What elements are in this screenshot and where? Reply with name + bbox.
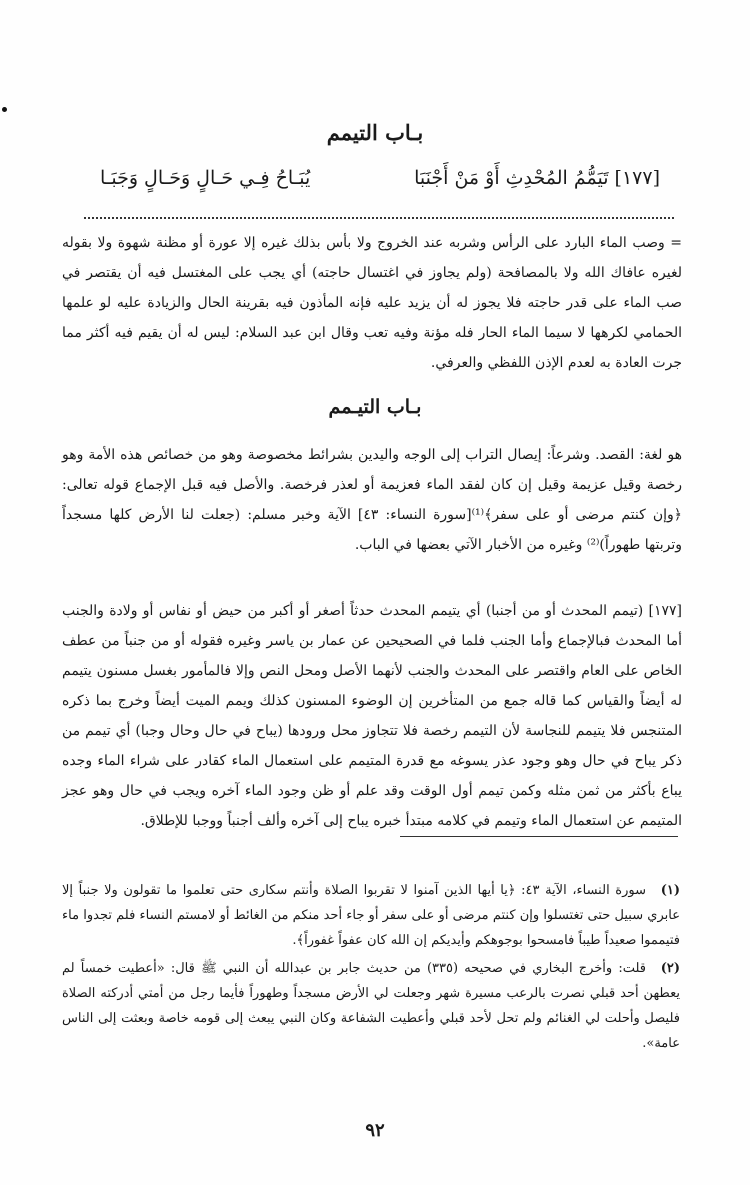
footnote-1 [62, 878, 680, 953]
footnote-1-number: (١) [660, 883, 680, 898]
footnote-1-text: سورة النساء، الآية ٤٣: ﴿يا أيها الذين آمنوا لا تقربوا الصلاة وأنتم سكارى حتى تعلموا ما تقولون ولا جنباً إلا عابري سبيل حتى تغتسلوا وإن كنتم مرضى أو على سفر أو جاء أحد منكم من الغائط أو لامستم النساء فلم تجدوا ماء فتيمموا صعيداً طيباً فامسحوا بوجوهكم وأيديكم إن الله كان عفواً غفوراً﴾. [62, 883, 680, 948]
definition-paragraph: هو لغة: القصد. وشرعاً: إيصال التراب إلى الوجه واليدين بشرائط مخصوصة وهو من خصائص هذه الأمة وهو رخصة وقيل عزيمة وقيل إن كان لفقد الماء فعزيمة أو لعذر فرخصة. والأصل فيه قبل الإجماع قوله تعالى: ﴿وإن كنتم مرضى أو على سفر﴾⁽¹⁾[سورة النساء: ٤٣] الآية وخبر مسلم: (جعلت لنا الأرض كلها مسجداً وتربتها طهوراً)⁽²⁾ وغيره من الأخبار الآتي بعضها في الباب. [62, 447, 682, 553]
poem-verse [100, 162, 660, 196]
verse-hemistich-first: [١٧٧] تَيَمُّمُ المُحْدِثِ أَوْ مَنْ أَجْنَبَا [414, 167, 660, 189]
verse-hemistich-second: يُبَـاحُ فِـي حَـالٍ وَحَـالٍ وَجَبَـا [100, 167, 311, 189]
commentary-chapter-heading: بـاب التيـمم [328, 396, 422, 418]
page-number: ٩٢ [365, 1120, 385, 1141]
continuation-paragraph: = وصب الماء البارد على الرأس وشربه عند الخروج ولا بأس بذلك غيره إلا عورة أو مظنة شهوة ولا بقوله لغيره عافاك الله ولا بالمصافحة (ولم يجاوز في اغتسال حاجته) أي يجب على المغتسل فيه أن يقتصر في صب الماء على قدر حاجته فلا يجوز له أن يزيد عليه فإنه المأذون فيه بقرينة الحال والزيادة عليه لو علمها الحمامي لكرهها لا سيما الماء الحار فله مؤنة وفيه تعب وقال ابن عبد السلام: ليس له أن يقيم فيه أكثر مما جرت العادة به لعدم الإذن اللفظي والعرفي. [62, 235, 682, 371]
poem-chapter-heading: بـاب التيمم [326, 120, 424, 145]
margin-mark [2, 107, 7, 112]
footnote-2-text: قلت: وأخرج البخاري في صحيحه (٣٣٥) من حديث جابر بن عبدالله أن النبي ﷺ قال: «أعطيت خمساً لم يعطهن أحد قبلي نصرت بالرعب مسيرة شهر وجعلت لي الأرض مسجداً وطهوراً فأيما رجل من أمتي أدركته الصلاة فليصل وأحلت لي الغنائم ولم تحل لأحد قبلي وأعطيت الشفاعة وكان النبي يبعث إلى قومه خاصة وبعثت إلى الناس عامة». [62, 961, 680, 1051]
footnote-2 [62, 956, 680, 1056]
footnote-rule [400, 836, 678, 837]
commentary-paragraph: [١٧٧] (تيمم المحدث أو من أجنبا) أي يتيمم المحدث حدثاً أصغر أو أكبر من حيض أو نفاس أو ولادة والجنب أما المحدث فبالإجماع وأما الجنب فلما في الصحيحين عن عمار بن ياسر وغيره فقوله أو من جنباً من عطف الخاص على العام واقتصر على المحدث والجنب لأنهما الأصل ومحل النص وإلا فالمأمور بغسل مسنون يتيمم له أيضاً والقياس كما قاله جمع من المتأخرين إن الوضوء المسنون كذلك ويمم الميت أيضاً وخرج بما ذكره المتنجس فلا يتيمم للنجاسة لأن التيمم رخصة فلا تتجاوز محل ورودها (يباح في حال وحال وجبا) أي تيمم من ذكر يباح في حال وهو وجود عذر يسوغه مع قدرة المتيمم على استعمال الماء كقادر على شراء الماء وجده يباع بأكثر من ثمن مثله وكمن تيمم أول الوقت وقد علم أو ظن وجود الماء آخره ويجب في حال وهو عجز المتيمم عن استعمال الماء وتيمم في كلامه مبتدأ خبره يباح إلى آخره وألف أجنباً ووجبا للإطلاق. [62, 603, 683, 829]
footnote-2-number: (٢) [660, 961, 680, 976]
dotted-separator [84, 203, 674, 219]
